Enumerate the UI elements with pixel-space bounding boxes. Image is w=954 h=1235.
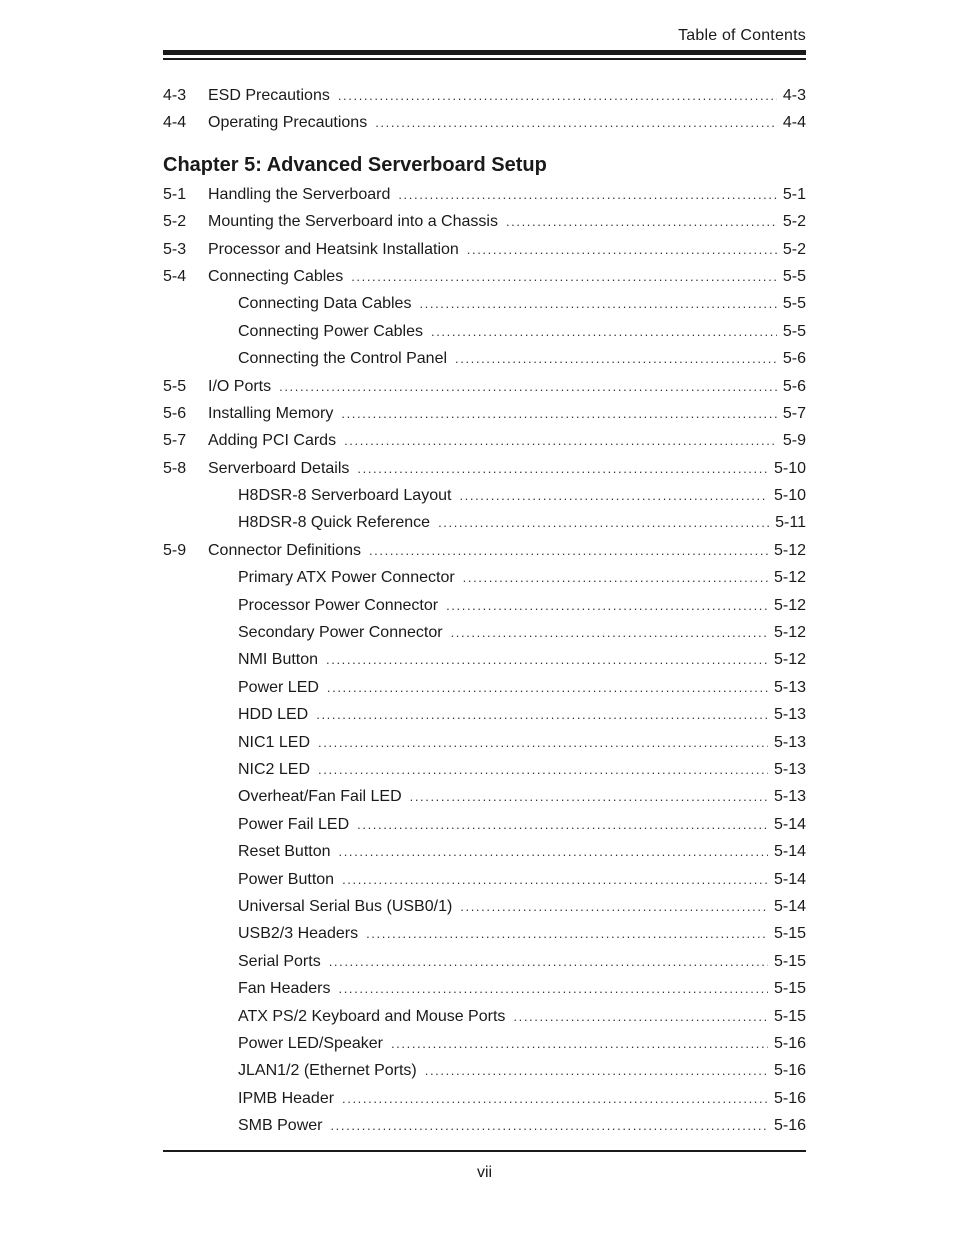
toc-previous-chapter-entries xyxy=(163,82,806,137)
toc-dot-leader xyxy=(316,701,768,728)
toc-entry-page: 5-7 xyxy=(782,404,806,422)
toc-entry-title: NIC2 LED xyxy=(238,760,311,778)
toc-entry[interactable] xyxy=(163,482,806,509)
toc-entry-title: Power Fail LED xyxy=(238,815,350,833)
toc-entry-title: ATX PS/2 Keyboard and Mouse Ports xyxy=(238,1007,506,1025)
toc-entry-title: Power LED xyxy=(238,678,319,696)
toc-entry-title: USB2/3 Headers xyxy=(238,925,359,943)
toc-dot-leader xyxy=(375,109,777,136)
toc-entry[interactable] xyxy=(163,1057,806,1084)
toc-entry-page: 5-6 xyxy=(782,377,806,395)
toc-entry-title: H8DSR-8 Quick Reference xyxy=(238,514,431,532)
toc-dot-leader xyxy=(327,674,768,701)
toc-dot-leader xyxy=(339,838,768,865)
toc-entry[interactable] xyxy=(163,674,806,701)
toc-dot-leader xyxy=(391,1030,768,1057)
toc-entry[interactable] xyxy=(163,729,806,756)
toc-entry-title: Adding PCI Cards xyxy=(208,432,337,450)
toc-entry-page: 5-6 xyxy=(782,350,806,368)
toc-entry-page: 5-13 xyxy=(773,733,806,751)
toc-entry[interactable] xyxy=(163,866,806,893)
toc-dot-leader xyxy=(279,373,777,400)
toc-entry[interactable] xyxy=(163,290,806,317)
toc-entry[interactable] xyxy=(163,263,806,290)
toc-entry[interactable] xyxy=(163,400,806,427)
toc-dot-leader xyxy=(318,729,768,756)
toc-entry-title: Reset Button xyxy=(238,843,331,861)
toc-dot-leader xyxy=(446,592,768,619)
toc-entry[interactable] xyxy=(163,811,806,838)
toc-entry[interactable] xyxy=(163,509,806,536)
toc-entry[interactable] xyxy=(163,920,806,947)
toc-entry-number: 5-6 xyxy=(163,404,187,422)
toc-entry-page: 5-14 xyxy=(773,897,806,915)
toc-entry[interactable] xyxy=(163,893,806,920)
toc-entry-title: Processor and Heatsink Installation xyxy=(208,240,459,258)
toc-entry-number: 4-4 xyxy=(163,114,187,132)
toc-entry-title: IPMB Header xyxy=(238,1089,335,1107)
toc-dot-leader xyxy=(410,783,768,810)
toc-entry[interactable] xyxy=(163,701,806,728)
page-header xyxy=(163,0,806,60)
toc-entry-page: 5-15 xyxy=(773,1007,806,1025)
toc-entry-title: ESD Precautions xyxy=(208,87,330,104)
toc-dot-leader xyxy=(357,455,768,482)
toc-entry-title: Handling the Serverboard xyxy=(208,185,391,203)
toc-entry-title: H8DSR-8 Serverboard Layout xyxy=(238,487,452,505)
toc-dot-leader xyxy=(438,509,769,536)
toc-dot-leader xyxy=(344,427,777,454)
toc-entry-title: NMI Button xyxy=(238,651,319,669)
toc-entry-page: 5-13 xyxy=(773,678,806,696)
toc-entry-title: Connecting Cables xyxy=(208,267,344,285)
toc-entry[interactable] xyxy=(163,1003,806,1030)
toc-dot-leader xyxy=(425,1057,768,1084)
toc-dot-leader xyxy=(366,920,768,947)
toc-entry[interactable] xyxy=(163,783,806,810)
toc-entry[interactable] xyxy=(163,1085,806,1112)
toc-entry-title: SMB Power xyxy=(238,1117,323,1135)
toc-chapter-entries xyxy=(163,181,806,1140)
toc-dot-leader xyxy=(351,263,777,290)
toc-entry-page: 5-5 xyxy=(782,295,806,313)
toc-entry-title: Operating Precautions xyxy=(208,114,368,132)
toc-entry-page: 5-13 xyxy=(773,760,806,778)
toc-entry-page: 5-12 xyxy=(773,596,806,614)
toc-entry-page: 5-15 xyxy=(773,980,806,998)
toc-entry-page: 5-12 xyxy=(773,624,806,642)
toc-entry[interactable] xyxy=(163,427,806,454)
toc-entry-title: Secondary Power Connector xyxy=(238,624,443,642)
toc-dot-leader xyxy=(513,1003,768,1030)
footer-rule xyxy=(163,1150,806,1152)
toc-entry-page: 5-16 xyxy=(773,1117,806,1135)
toc-dot-leader xyxy=(455,345,777,372)
toc-entry-page: 4-4 xyxy=(782,114,806,132)
toc-entry-title: Processor Power Connector xyxy=(238,596,439,614)
toc-entry[interactable] xyxy=(163,564,806,591)
toc-dot-leader xyxy=(326,646,768,673)
toc-dot-leader xyxy=(463,564,768,591)
toc-entry[interactable] xyxy=(163,537,806,564)
toc-entry[interactable] xyxy=(163,756,806,783)
toc-entry-page: 5-1 xyxy=(782,185,806,203)
toc-entry-number: 5-9 xyxy=(163,541,187,559)
toc-entry-title: Power Button xyxy=(238,870,335,888)
toc-entry-number: 5-5 xyxy=(163,377,187,395)
toc-entry-title: Mounting the Serverboard into a Chassis xyxy=(208,213,498,231)
toc-dot-leader xyxy=(419,290,776,317)
toc-entry[interactable] xyxy=(163,1112,806,1139)
running-header-title: Table of Contents xyxy=(678,27,806,44)
toc-dot-leader xyxy=(398,181,777,208)
toc-entry-page: 5-13 xyxy=(773,706,806,724)
toc-entry[interactable] xyxy=(163,82,806,109)
toc-entry-title: Power LED/Speaker xyxy=(238,1034,383,1052)
toc-entry-title: Connecting the Control Panel xyxy=(238,350,448,368)
toc-entry-number: 5-3 xyxy=(163,240,187,258)
toc-entry-page: 5-2 xyxy=(782,240,806,258)
toc-entry[interactable] xyxy=(163,592,806,619)
toc-entry-page: 5-13 xyxy=(773,788,806,806)
toc-dot-leader xyxy=(341,400,777,427)
toc-entry-page: 5-15 xyxy=(773,925,806,943)
toc-entry[interactable] xyxy=(163,318,806,345)
toc-entry[interactable] xyxy=(163,181,806,208)
toc-entry-title: I/O Ports xyxy=(208,377,272,395)
toc-dot-leader xyxy=(506,208,777,235)
toc-entry-title: JLAN1/2 (Ethernet Ports) xyxy=(238,1062,417,1080)
toc-entry-page: 4-3 xyxy=(782,87,806,104)
toc-entry-title: Connector Definitions xyxy=(208,541,361,559)
toc-entry-page: 5-9 xyxy=(782,432,806,450)
header-rule-thin xyxy=(163,58,806,60)
toc-entry-title: Serverboard Details xyxy=(208,459,350,477)
toc-entry[interactable] xyxy=(163,373,806,400)
toc-dot-leader xyxy=(338,82,777,109)
toc-entry[interactable] xyxy=(163,109,806,136)
toc-entry-title: Overheat/Fan Fail LED xyxy=(238,788,402,806)
toc-entry[interactable] xyxy=(163,1030,806,1057)
toc-entry[interactable] xyxy=(163,208,806,235)
toc-dot-leader xyxy=(342,866,768,893)
toc-entry-title: Installing Memory xyxy=(208,404,334,422)
toc-entry-page: 5-14 xyxy=(773,870,806,888)
toc-entry-page: 5-11 xyxy=(775,514,806,532)
toc-entry-number: 5-4 xyxy=(163,267,187,285)
toc-entry-page: 5-5 xyxy=(782,322,806,340)
toc-entry-title: Connecting Data Cables xyxy=(238,295,412,313)
toc-entry[interactable] xyxy=(163,455,806,482)
toc-entry-page: 5-10 xyxy=(773,459,806,477)
toc-entry-number: 5-7 xyxy=(163,432,187,450)
toc-dot-leader xyxy=(467,236,777,263)
toc-entry-page: 5-16 xyxy=(773,1034,806,1052)
page-number: vii xyxy=(476,1164,493,1181)
toc-dot-leader xyxy=(357,811,768,838)
toc-dot-leader xyxy=(460,893,768,920)
toc-dot-leader xyxy=(330,1112,768,1139)
toc-entry-page: 5-12 xyxy=(773,541,806,559)
toc-dot-leader xyxy=(431,318,777,345)
toc-entry-title: NIC1 LED xyxy=(238,733,311,751)
toc-entry-title: Serial Ports xyxy=(238,952,321,970)
toc-entry-page: 5-15 xyxy=(773,952,806,970)
toc-entry-page: 5-10 xyxy=(773,487,806,505)
toc-dot-leader xyxy=(459,482,768,509)
toc-entry-title: Primary ATX Power Connector xyxy=(238,569,455,587)
toc-dot-leader xyxy=(342,1085,768,1112)
header-rule-thick xyxy=(163,50,806,55)
toc-entry-title: Connecting Power Cables xyxy=(238,322,423,340)
toc-entry-title: Fan Headers xyxy=(238,980,331,998)
toc-dot-leader xyxy=(329,948,768,975)
toc-entry-title: HDD LED xyxy=(238,706,309,724)
toc-entry-number: 5-8 xyxy=(163,459,187,477)
toc-entry[interactable] xyxy=(163,948,806,975)
toc-entry-title: Universal Serial Bus (USB0/1) xyxy=(238,897,453,915)
toc-entry-page: 5-12 xyxy=(773,569,806,587)
toc-entry-page: 5-14 xyxy=(773,843,806,861)
toc-entry-page: 5-16 xyxy=(773,1062,806,1080)
toc-entry-number: 5-2 xyxy=(163,213,187,231)
toc-entry-page: 5-5 xyxy=(782,267,806,285)
toc-entry[interactable] xyxy=(163,236,806,263)
toc-entry[interactable] xyxy=(163,838,806,865)
toc-entry[interactable] xyxy=(163,975,806,1002)
toc-entry-number: 5-1 xyxy=(163,185,187,203)
toc-dot-leader xyxy=(451,619,768,646)
toc-entry-page: 5-14 xyxy=(773,815,806,833)
table-of-contents xyxy=(163,82,806,1139)
toc-entry[interactable] xyxy=(163,646,806,673)
toc-dot-leader xyxy=(318,756,768,783)
toc-entry-number: 4-3 xyxy=(163,87,187,104)
toc-entry-page: 5-12 xyxy=(773,651,806,669)
toc-dot-leader xyxy=(369,537,768,564)
toc-entry-page: 5-16 xyxy=(773,1089,806,1107)
toc-dot-leader xyxy=(339,975,768,1002)
toc-entry-page: 5-2 xyxy=(782,213,806,231)
toc-entry[interactable] xyxy=(163,619,806,646)
toc-entry[interactable] xyxy=(163,345,806,372)
chapter-heading: Chapter 5: Advanced Serverboard Setup xyxy=(163,153,547,176)
